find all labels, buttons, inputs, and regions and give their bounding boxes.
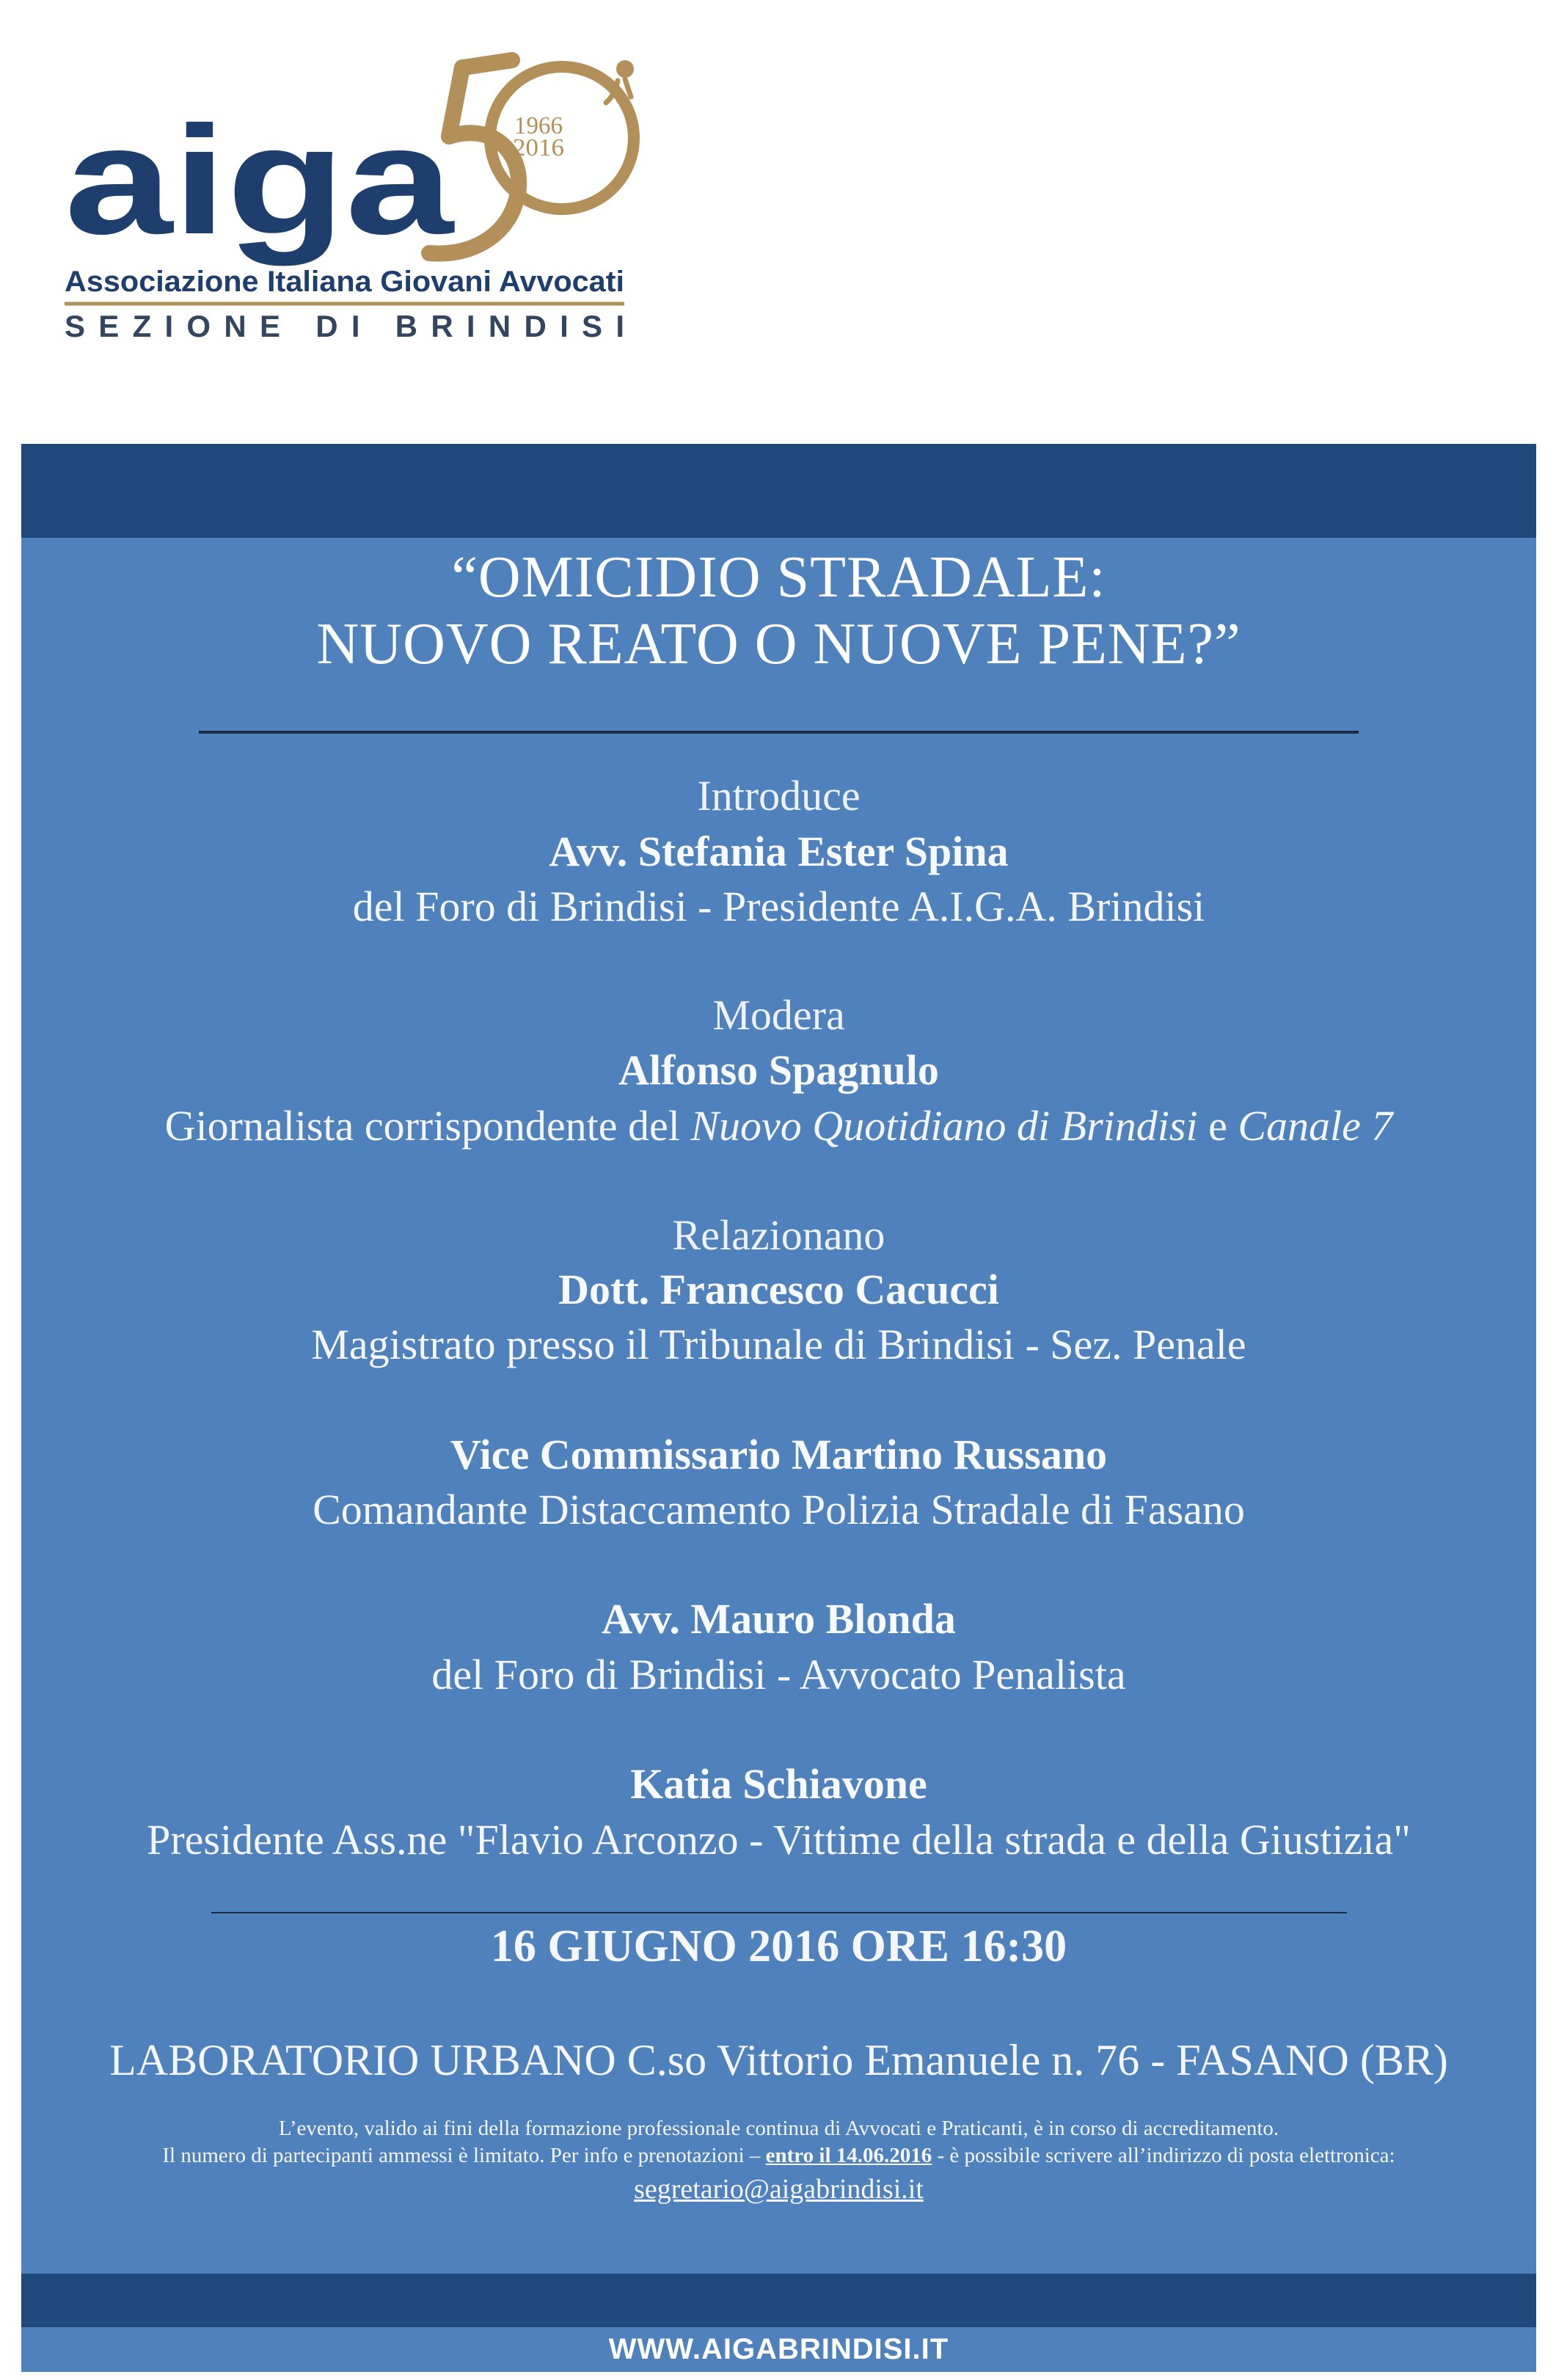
speaker-name: Vice Commissario Martino Russano [450, 1431, 1108, 1478]
registration-note-suffix: - è possibile scrivere all’indirizzo di posta elettronica: [932, 2144, 1395, 2167]
logo-section-name: SEZIONE DI BRINDISI [65, 309, 625, 343]
modera-name: Alfonso Spagnulo [618, 1046, 939, 1094]
modera-description-prefix: Giornalista corrispondente del [164, 1102, 691, 1150]
logo-anniversary-fifty [429, 60, 634, 254]
speaker-name: Dott. Francesco Cacucci [558, 1266, 999, 1313]
title-divider [199, 731, 1359, 734]
registration-note [21, 2142, 1536, 2169]
event-title-line-1: “OMICIDIO STRADALE: [451, 545, 1106, 610]
introduce-description: del Foro di Brindisi - Presidente A.I.G.A. Brindisi [352, 883, 1205, 930]
speaker-description: Comandante Distaccamento Polizia Stradale di Fasano [313, 1486, 1245, 1533]
logo-wordmark: aiga [65, 94, 456, 266]
modera-description [21, 1100, 1536, 1152]
modera-role: Modera [712, 991, 845, 1039]
modera-outlet-tv: Canale 7 [1238, 1102, 1393, 1150]
logo-year-end: 2016 [513, 134, 564, 161]
modera-outlet-newspaper: Nuovo Quotidiano di Brindisi [690, 1102, 1198, 1150]
date-divider [211, 1912, 1347, 1913]
speaker-description: Magistrato presso il Tribunale di Brindisi - Sez. Penale [311, 1321, 1246, 1368]
registration-note-prefix: Il numero di partecipanti ammessi è limitato. Per info e prenotazioni – [162, 2144, 766, 2167]
top-band [21, 444, 1536, 538]
modera-description-joiner: e [1197, 1102, 1238, 1150]
logo-year-start: 1966 [514, 112, 563, 139]
speaker-name: Katia Schiavone [630, 1760, 927, 1808]
event-venue: LABORATORIO URBANO C.so Vittorio Emanuele n. 76 - FASANO (BR) [109, 2036, 1448, 2084]
aiga-logo [0, 0, 704, 367]
contact-email-link[interactable]: segretario@aigabrindisi.it [634, 2174, 924, 2205]
registration-deadline: entro il 14.06.2016 [765, 2144, 932, 2167]
introduce-name: Avv. Stefania Ester Spina [549, 828, 1009, 875]
logo-association-name: Associazione Italiana Giovani Avvocati [65, 266, 624, 298]
introduce-role: Introduce [697, 772, 861, 820]
footer-website: WWW.AIGABRINDISI.IT [608, 2333, 949, 2365]
speaker-description: del Foro di Brindisi - Avvocato Penalista [431, 1651, 1126, 1698]
speaker-description: Presidente Ass.ne "Flavio Arconzo - Vittime della strada e della Giustizia" [147, 1816, 1411, 1864]
event-date-time: 16 GIUGNO 2016 ORE 16:30 [490, 1921, 1067, 1971]
relazionano-role: Relazionano [672, 1211, 885, 1259]
email-line [21, 2172, 1536, 2206]
speaker-name: Avv. Mauro Blonda [602, 1595, 956, 1643]
accreditation-note: L’evento, valido ai fini della formazione professionale continua di Avvocati e Praticanti, è in corso di accreditamento. [278, 2117, 1279, 2140]
event-title-line-2: NUOVO REATO O NUOVE PENE?” [316, 612, 1241, 676]
bottom-band [21, 2274, 1536, 2327]
